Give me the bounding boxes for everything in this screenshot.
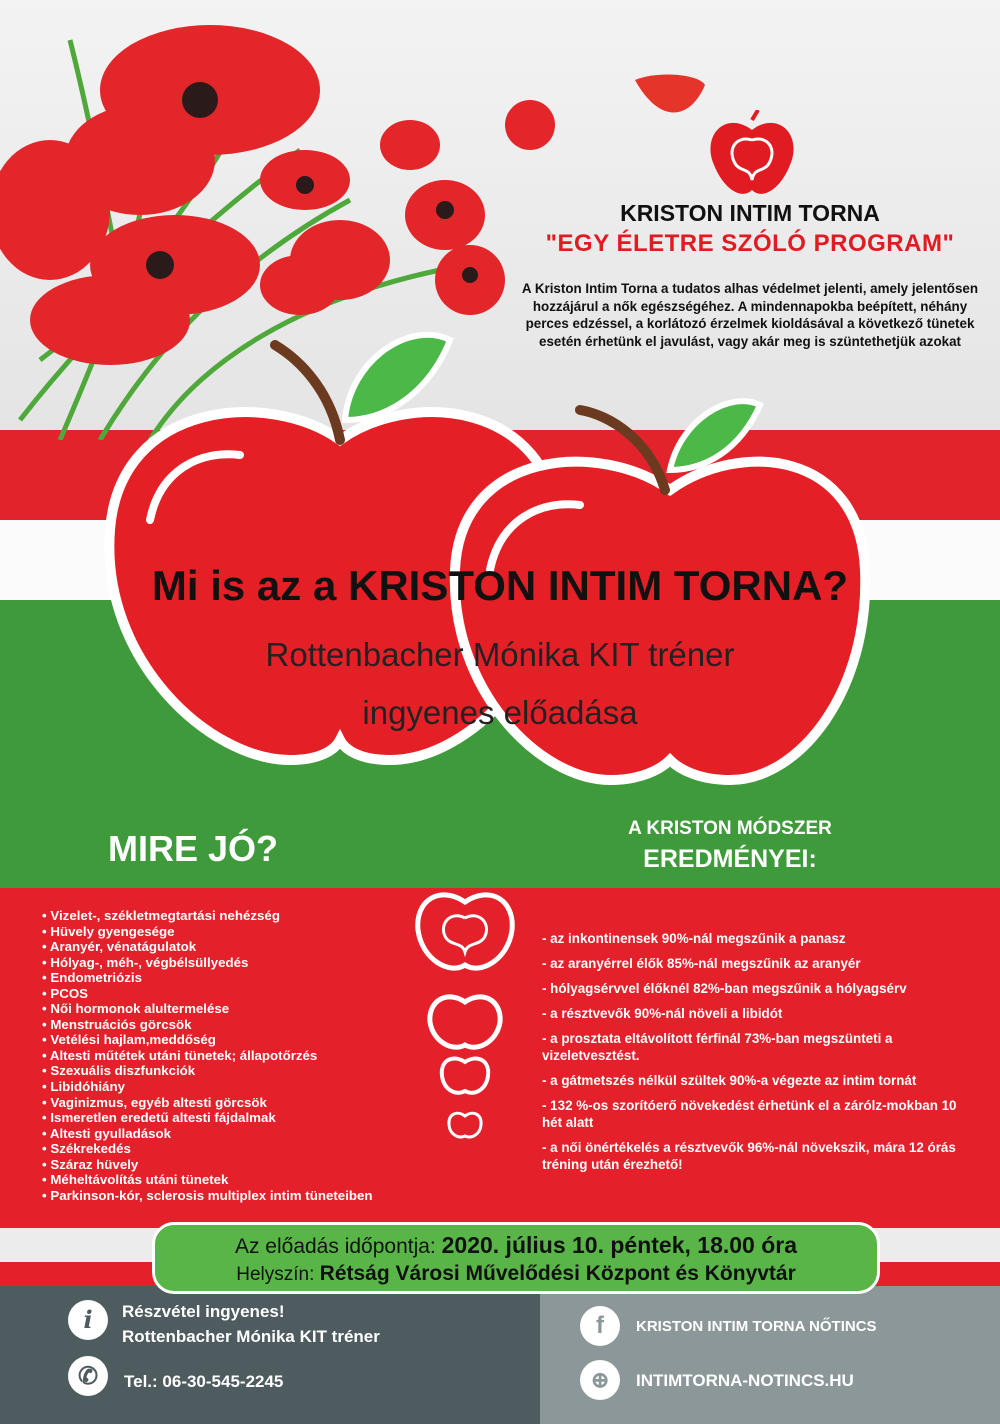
brand-title: KRISTON INTIM TORNA <box>620 200 880 226</box>
list-item: • Ismeretlen eredetű altesti fájdalmak <box>42 1110 512 1126</box>
list-item: • Endometriózis <box>42 970 512 986</box>
list-item: • Parkinson-kór, sclerosis multiplex intim tüneteiben <box>42 1188 512 1204</box>
trainer-line: Rottenbacher Mónika KIT tréner <box>265 636 735 673</box>
facebook-icon: f <box>580 1306 620 1346</box>
info-icon: i <box>68 1300 108 1340</box>
results-list <box>542 930 962 1181</box>
footer-right-panel <box>540 1286 1000 1424</box>
main-question: Mi is az a KRISTON INTIM TORNA? <box>151 562 849 609</box>
result-item: - a gátmetszés nélkül szültek 90%-a végezte az intim tornát <box>542 1073 917 1088</box>
participation-free: Részvétel ingyenes! <box>122 1302 285 1321</box>
list-item: • Vaginizmus, egyéb altesti görcsök <box>42 1095 512 1111</box>
kriston-apple-logo <box>706 110 798 200</box>
list-item: • PCOS <box>42 986 512 1002</box>
results-heading-line2: EREDMÉNYEI: <box>643 845 817 873</box>
good-for-heading: MIRE JÓ? <box>108 828 279 869</box>
list-item: • Aranyér, vénatágulatok <box>42 939 512 955</box>
list-item: • Hüvely gyengesége <box>42 924 512 940</box>
list-item: • Szexuális diszfunkciók <box>42 1063 512 1079</box>
result-item: - a női önértékelés a résztvevők 96%-nál növekszik, mára 12 órás tréning után érezhető! <box>542 1140 956 1172</box>
result-item: - az aranyérrel élők 85%-nál megszűnik az aranyér <box>542 956 861 971</box>
list-item: • Méheltávolítás utáni tünetek <box>42 1172 512 1188</box>
facebook-page[interactable]: KRISTON INTIM TORNA NŐTINCS <box>636 1318 877 1335</box>
talk-line: ingyenes előadása <box>362 694 638 731</box>
list-item: • Száraz hüvely <box>42 1157 512 1173</box>
brand-subtitle: "EGY ÉLETRE SZÓLÓ PROGRAM" <box>545 230 955 257</box>
apple-icons-column <box>410 880 520 1160</box>
results-heading-line1: A KRISTON MÓDSZER <box>628 818 832 839</box>
list-item: • Vetélési hajlam,meddőség <box>42 1032 512 1048</box>
petal-decoration <box>630 70 710 130</box>
event-place-line <box>152 1262 880 1286</box>
result-item: - a résztvevők 90%-nál növeli a libidót <box>542 1006 783 1021</box>
footer-trainer: Rottenbacher Mónika KIT tréner <box>122 1327 380 1346</box>
event-date-label: Az előadás időpontja: <box>234 1235 436 1258</box>
list-item: • Vizelet-, székletmegtartási nehézség <box>42 908 512 924</box>
list-item: • Libidóhiány <box>42 1079 512 1095</box>
event-place-label: Helyszín: <box>236 1264 315 1285</box>
event-date-value: 2020. július 10. péntek, 18.00 óra <box>441 1232 798 1258</box>
result-item: - az inkontinensek 90%-nál megszűnik a panasz <box>542 931 846 946</box>
list-item: • Menstruációs görcsök <box>42 1017 512 1033</box>
website-link[interactable]: INTIMTORNA-NOTINCS.HU <box>636 1371 854 1390</box>
event-place-value: Rétság Városi Művelődési Központ és Könyvtár <box>319 1262 796 1285</box>
result-item: - hólyagsérvvel élőknél 82%-ban megszűnik a hólyagsérv <box>542 981 907 996</box>
list-item: • Hólyag-, méh-, végbélsüllyedés <box>42 955 512 971</box>
globe-icon: ⊕ <box>580 1360 620 1400</box>
list-item: • Női hormonok alultermelése <box>42 1001 512 1017</box>
result-item: - 132 %-os szorítóerő növekedést érhetünk el a zárólz-mokban 10 hét alatt <box>542 1098 957 1130</box>
result-item: - a prosztata eltávolított férfinál 73%-ban megszünteti a vizeletvesztést. <box>542 1031 893 1063</box>
phone-number[interactable]: Tel.: 06-30-545-2245 <box>124 1372 284 1391</box>
event-date-line <box>152 1232 880 1259</box>
intro-text: A Kriston Intim Torna a tudatos alhas védelmet jelenti, amely jelentősen hozzájárul a nők egészségéhez. A mindennapokba beépített, néhány perces edzéssel, a korlátozó érzelmek kioldásával a következő tünetek esetén érhetünk el javulást, vagy akár meg is szüntethetjük azokat <box>521 281 979 349</box>
list-item: • Székrekedés <box>42 1141 512 1157</box>
list-item: • Altesti gyulladások <box>42 1126 512 1142</box>
list-item: • Altesti műtétek utáni tünetek; állapotőrzés <box>42 1048 512 1064</box>
phone-icon: ✆ <box>68 1356 108 1396</box>
